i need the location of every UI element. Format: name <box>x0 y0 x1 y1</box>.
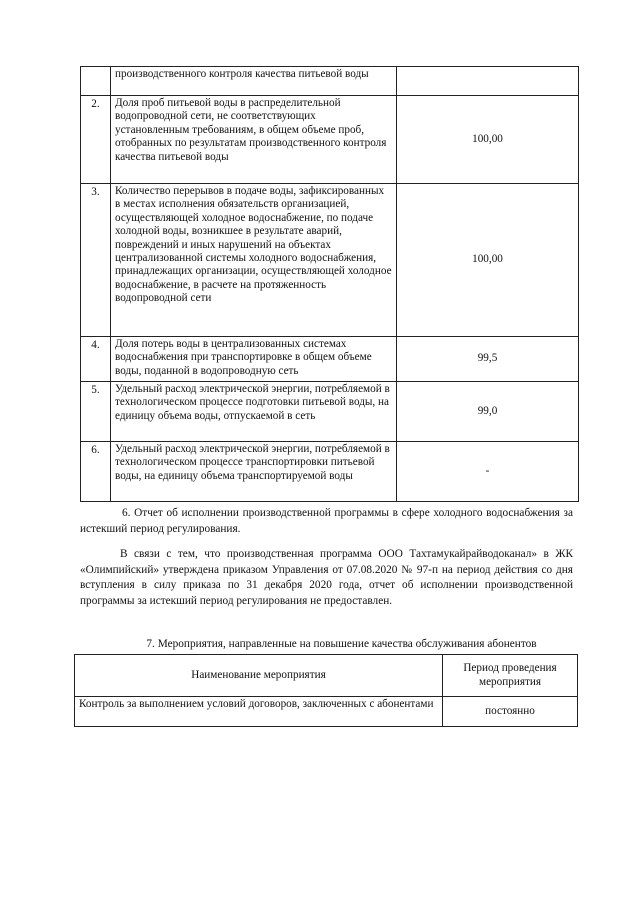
indicator-name: Количество перерывов в подаче воды, зафиксированных в местах исполнения обязательств организацией, осуществляющей холодное водоснабжение, по подаче холодной воды, возникшее в результате аварий, повреждений и иных нарушений на объектах централизованной системы холодного водоснабжения, принадлежащих организации, осуществляющей холодное водоснабжение, в расчете на протяженность водопроводной сети <box>111 184 397 337</box>
indicator-value <box>397 67 579 96</box>
table-row <box>75 697 578 727</box>
measure-name: Контроль за выполнением условий договоров, заключенных с абонентами <box>75 697 443 727</box>
row-number: 6. <box>81 442 111 502</box>
table-row <box>81 442 579 502</box>
indicator-value: - <box>397 442 579 502</box>
indicator-value: 99,5 <box>397 337 579 382</box>
measures-table <box>74 654 578 727</box>
table-row <box>81 382 579 442</box>
measure-period: постоянно <box>443 697 578 727</box>
row-number: 5. <box>81 382 111 442</box>
section-6-body: В связи с тем, что производственная программа ООО Тахтамукайрайводоканал» в ЖК «Олимпийский» утверждена приказом Управления от 07.08.2020 № 97-п на период действия со дня вступления в силу приказа по 31 декабря 2020 года, отчет об исполнении производственной программы за истекший период регулирования не предоставлен. <box>80 548 573 607</box>
indicator-name: Доля проб питьевой воды в распределительной водопроводной сети, не соответствующих установленным требованиям, в общем объеме проб, отобранных по результатам производственного контроля качества питьевой воды <box>111 96 397 184</box>
row-number: 3. <box>81 184 111 337</box>
indicator-name: Доля потерь воды в централизованных системах водоснабжения при транспортировке в общем объеме воды, поданной в водопроводную сеть <box>111 337 397 382</box>
indicator-name: Удельный расход электрической энергии, потребляемой в технологическом процессе транспортировки питьевой воды, на единицу объема транспортируемой воды <box>111 442 397 502</box>
indicators-table <box>80 66 579 502</box>
table-row <box>81 67 579 96</box>
column-header-period: Период проведения мероприятия <box>443 655 578 697</box>
table-header-row <box>75 655 578 697</box>
indicator-name: Удельный расход электрической энергии, потребляемой в технологическом процессе подготовки питьевой воды, на единицу объема воды, отпускаемой в сеть <box>111 382 397 442</box>
section-6-heading: 6. Отчет об исполнении производственной программы в сфере холодного водоснабжения за истекший период регулирования. <box>80 507 573 535</box>
row-number: 2. <box>81 96 111 184</box>
indicator-value: 100,00 <box>397 184 579 337</box>
indicator-value: 100,00 <box>397 96 579 184</box>
indicator-name: производственного контроля качества питьевой воды <box>111 67 397 96</box>
table-row <box>81 337 579 382</box>
table-row <box>81 96 579 184</box>
column-header-name: Наименование мероприятия <box>75 655 443 697</box>
indicator-value: 99,0 <box>397 382 579 442</box>
table-row <box>81 184 579 337</box>
section-7-heading: 7. Мероприятия, направленные на повышение качества обслуживания абонентов <box>146 638 537 650</box>
row-number: 4. <box>81 337 111 382</box>
row-number <box>81 67 111 96</box>
